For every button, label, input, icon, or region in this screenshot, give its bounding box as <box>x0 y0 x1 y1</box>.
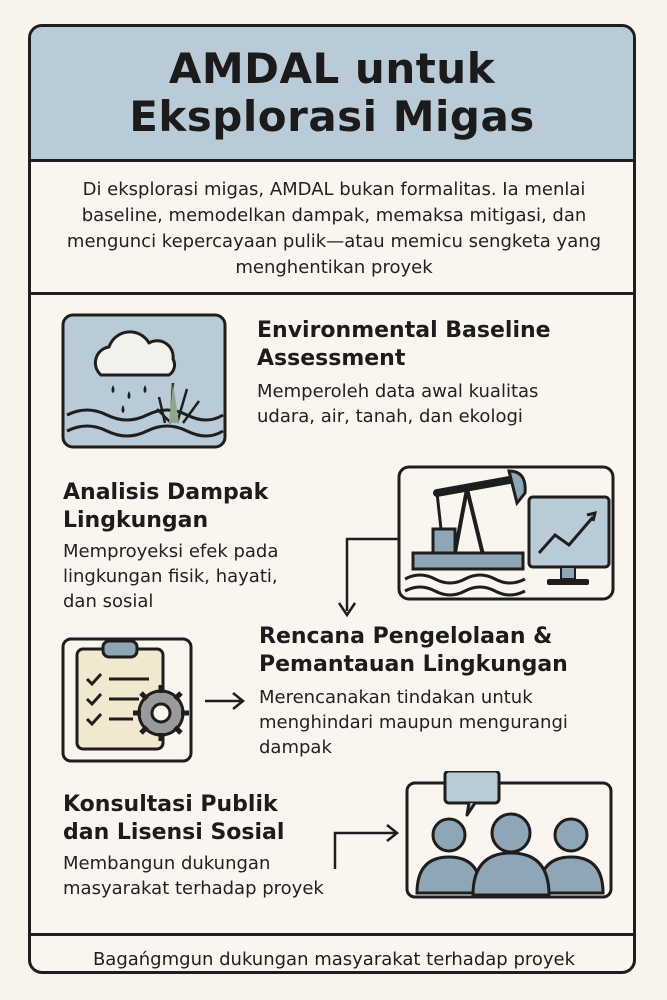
rain-cloud-icon <box>61 313 227 449</box>
people-speech-icon <box>405 771 615 901</box>
infographic-frame <box>28 24 636 974</box>
section-1-title: Environmental Baseline Assessment <box>257 318 551 371</box>
section-1-desc: Memperoleh data awal kualitas udara, air, tanah, dan ekologi <box>257 381 539 427</box>
footer-text: Bagańgmgun dukungan masyarakat terhadap proyek <box>92 949 576 970</box>
section-3-title: Rencana Pengelolaan & Pemantauan Lingkungan <box>259 624 568 677</box>
section-3-desc: Merencanakan tindakan untuk menghindari maupun mengurangi dampak <box>259 687 568 758</box>
clipboard-gear-icon <box>61 635 195 763</box>
right-arrow-icon <box>203 691 247 711</box>
section-4-title: Konsultasi Publik dan Lisensi Sosial <box>63 792 285 845</box>
oil-pump-chart-icon <box>397 463 617 603</box>
divider <box>31 292 633 295</box>
right-arrow-icon <box>331 823 403 873</box>
intro-text: Di eksplorasi migas, AMDAL bukan formalitas. Ia menlai baseline, memodelkan dampak, memaksa mitigasi, dan mengunci kepercayaan pulik—atau memicu sengketa yang menghentikan proyek <box>66 179 602 278</box>
down-arrow-icon <box>333 535 403 619</box>
section-2-title: Analisis Dampak Lingkungan <box>63 480 269 533</box>
divider <box>31 933 633 936</box>
section-4-desc: Membangun dukungan masyarakat terhadap proyek <box>63 853 324 899</box>
header-banner <box>31 27 633 162</box>
title-line-1: AMDAL untuk <box>168 44 496 93</box>
page-title <box>31 45 633 141</box>
section-2-desc: Memproyeksi efek pada lingkungan fisik, hayati, dan sosial <box>63 541 279 612</box>
title-line-2: Eksplorasi Migas <box>129 92 535 141</box>
